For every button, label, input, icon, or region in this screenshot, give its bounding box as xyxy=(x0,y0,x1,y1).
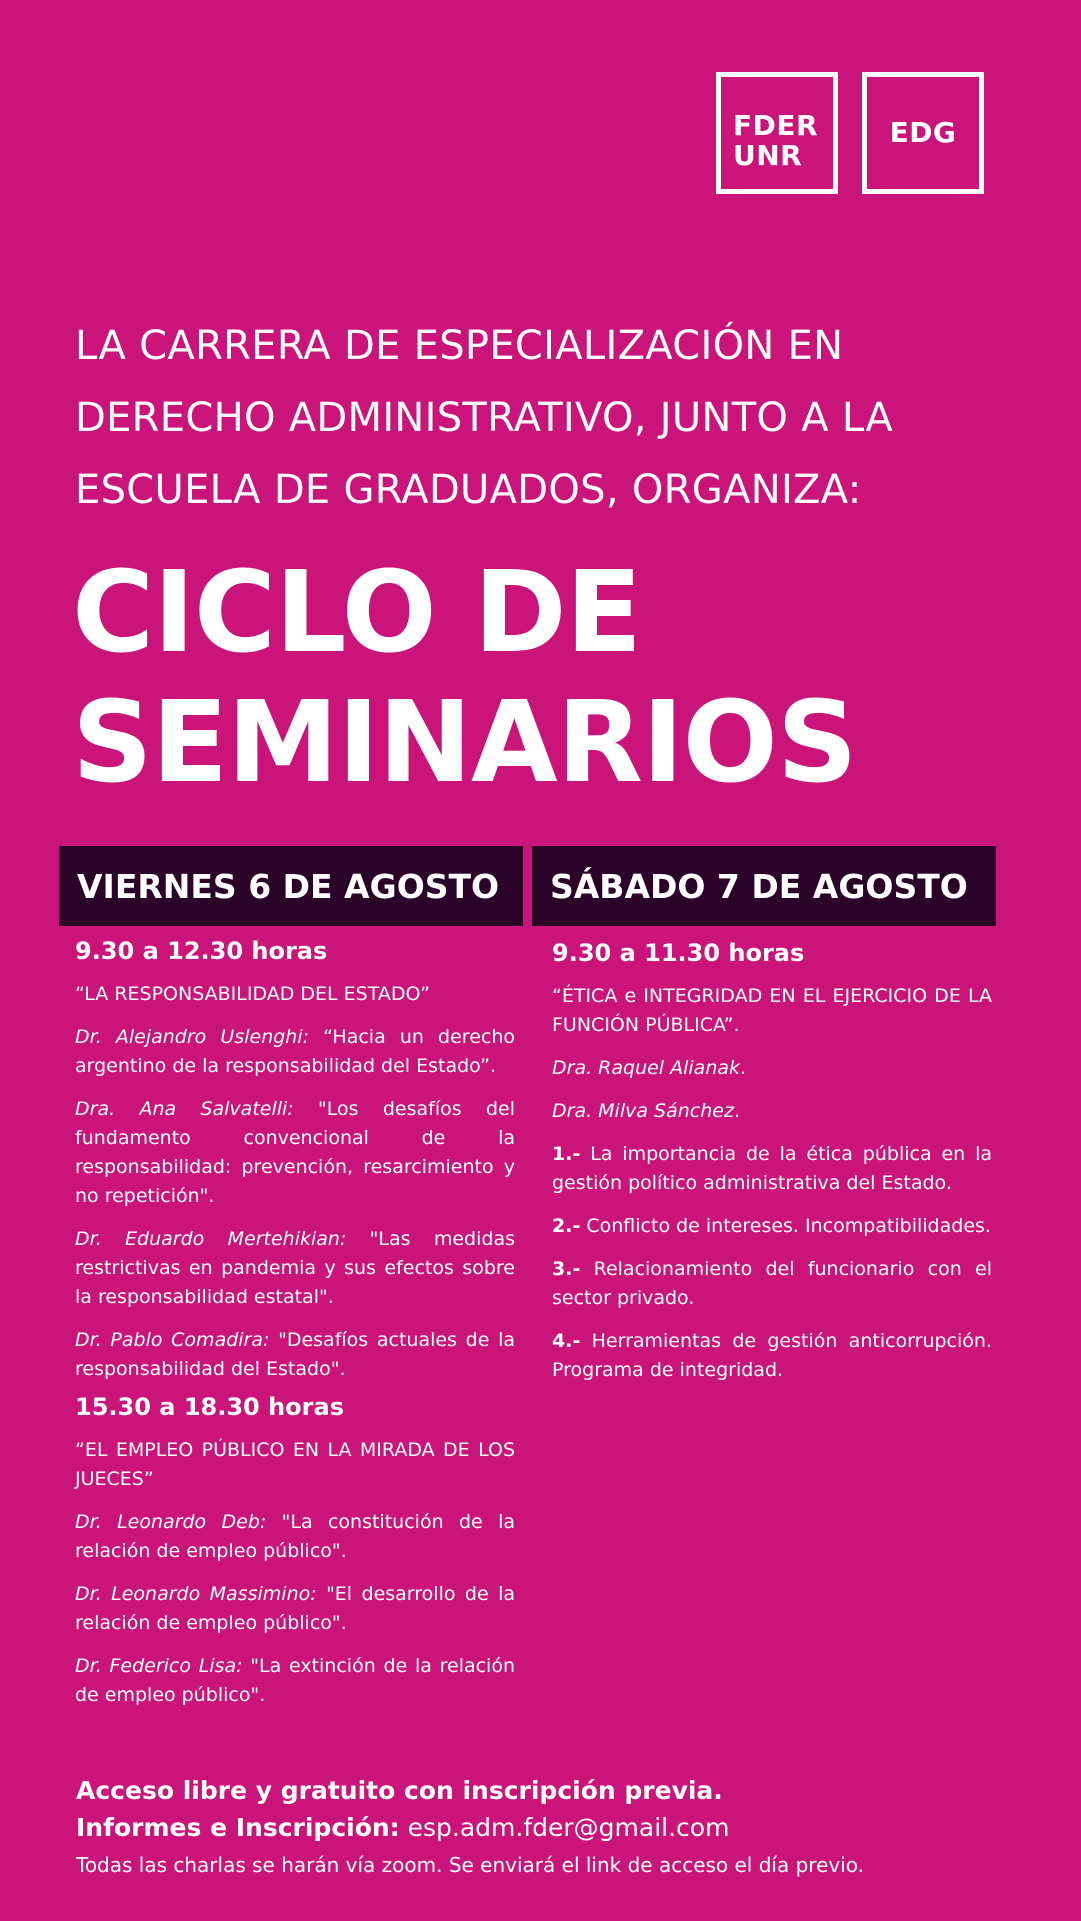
speaker-suffix: . xyxy=(740,1057,747,1079)
contact-email[interactable]: esp.adm.fder@gmail.com xyxy=(399,1813,730,1842)
speaker-name: Dra. Ana Salvatelli: xyxy=(75,1098,294,1120)
friday-afternoon-topic: “EL EMPLEO PÚBLICO EN LA MIRADA DE LOS JUECES” xyxy=(75,1439,515,1490)
talk-item xyxy=(75,1095,515,1211)
item-text: La importancia de la ética pública en la gestión político administrativa del Estado. xyxy=(552,1143,992,1194)
friday-afternoon-hours: 15.30 a 18.30 horas xyxy=(75,1393,344,1421)
list-item xyxy=(552,1327,992,1385)
item-text: Conflicto de intereses. Incompatibilidades. xyxy=(580,1215,991,1237)
saturday-header-label: SÁBADO 7 DE AGOSTO xyxy=(550,866,968,906)
list-item xyxy=(552,1255,992,1313)
logo-edg-text: EDG xyxy=(889,116,957,149)
talk-item xyxy=(75,1023,515,1081)
item-number: 3.- xyxy=(552,1258,581,1280)
talk-title: "Los desafíos del fundamento convencional de la responsabilidad: prevención, resarcimiento y no repetición". xyxy=(75,1098,515,1207)
talk-title: "La constitución de la relación de empleo público". xyxy=(75,1511,515,1562)
item-number: 2.- xyxy=(552,1215,581,1237)
talk-item xyxy=(75,1225,515,1312)
friday-column xyxy=(75,936,515,1724)
footer xyxy=(76,1772,1056,1884)
item-number: 1.- xyxy=(552,1143,581,1165)
list-item xyxy=(552,1140,992,1198)
friday-header xyxy=(59,846,523,926)
intro-text xyxy=(75,310,1035,526)
title-line-2: SEMINARIOS xyxy=(72,678,857,808)
speaker-name: Dr. Pablo Comadira: xyxy=(75,1329,270,1351)
speaker-name: Dra. Raquel Alianak xyxy=(552,1057,741,1079)
logo-fder-line: FDER xyxy=(733,109,819,142)
speaker-suffix: . xyxy=(733,1100,740,1122)
list-item xyxy=(552,1212,992,1241)
speaker-name: Dr. Leonardo Massimino: xyxy=(75,1583,317,1605)
talk-item xyxy=(75,1580,515,1638)
logo-unr-line: UNR xyxy=(733,139,803,172)
title-line-1: CICLO DE xyxy=(72,548,642,678)
item-text: Herramientas de gestión anticorrupción. Programa de integridad. xyxy=(552,1330,992,1381)
edg-logo xyxy=(862,72,984,194)
talk-title: "Las medidas restrictivas en pandemia y sus efectos sobre la responsabilidad estatal". xyxy=(75,1228,515,1308)
fder-unr-logo xyxy=(716,72,838,194)
speaker-name: Dra. Milva Sánchez xyxy=(552,1100,734,1122)
zoom-note: Todas las charlas se harán vía zoom. Se enviará el link de acceso el día previo. xyxy=(76,1853,865,1877)
talk-title: "El desarrollo de la relación de empleo público". xyxy=(75,1583,515,1634)
talk-title: "Desafíos actuales de la responsabilidad del Estado". xyxy=(75,1329,515,1380)
speaker-name: Dr. Federico Lisa: xyxy=(75,1655,243,1677)
saturday-column xyxy=(552,938,992,1399)
intro-line-3: ESCUELA DE GRADUADOS, ORGANIZA: xyxy=(75,467,862,513)
speaker-name: Dr. Eduardo Mertehikian: xyxy=(75,1228,347,1250)
talk-item xyxy=(75,1652,515,1710)
speaker-name: Dr. Alejandro Uslenghi: xyxy=(75,1026,310,1048)
talk-title: "La extinción de la relación de empleo público". xyxy=(75,1655,516,1706)
saturday-header xyxy=(532,846,996,926)
item-text: Relacionamiento del funcionario con el sector privado. xyxy=(552,1258,992,1309)
item-number: 4.- xyxy=(552,1330,581,1352)
talk-title: “Hacia un derecho argentino de la responsabilidad del Estado”. xyxy=(75,1026,515,1077)
page-title xyxy=(72,548,857,808)
contact-label: Informes e Inscripción: xyxy=(76,1813,400,1842)
friday-morning-hours: 9.30 a 12.30 horas xyxy=(75,937,328,965)
intro-line-1: LA CARRERA DE ESPECIALIZACIÓN EN xyxy=(75,323,844,369)
talk-item xyxy=(75,1326,515,1384)
saturday-topic: “ÉTICA e INTEGRIDAD EN EL EJERCICIO DE LA FUNCIÓN PÚBLICA”. xyxy=(552,985,992,1036)
access-note: Acceso libre y gratuito con inscripción previa. xyxy=(76,1776,723,1805)
friday-header-label: VIERNES 6 DE AGOSTO xyxy=(77,866,500,906)
saturday-hours: 9.30 a 11.30 horas xyxy=(552,939,805,967)
contact-line xyxy=(76,1809,1056,1846)
intro-line-2: DERECHO ADMINISTRATIVO, JUNTO A LA xyxy=(75,395,894,441)
speaker-item xyxy=(552,1097,992,1126)
friday-morning-topic: “LA RESPONSABILIDAD DEL ESTADO” xyxy=(75,983,430,1005)
speaker-name: Dr. Leonardo Deb: xyxy=(75,1511,267,1533)
speaker-item xyxy=(552,1054,992,1083)
talk-item xyxy=(75,1508,515,1566)
